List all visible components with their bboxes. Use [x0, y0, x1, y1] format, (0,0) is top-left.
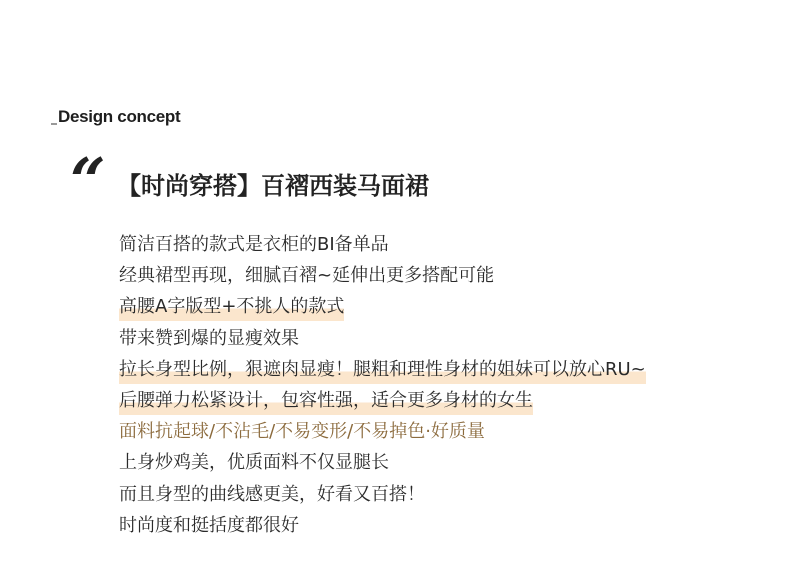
product-title: 【时尚穿搭】百褶西装马面裙 — [117, 172, 429, 200]
description-line-text: 拉长身型比例，狠遮肉显瘦！腿粗和理性身材的姐妹可以放心RU~ — [119, 354, 646, 385]
description-line — [119, 354, 646, 385]
description-line — [119, 229, 646, 260]
section-label — [51, 104, 180, 128]
description-line — [119, 385, 646, 416]
description-line — [119, 510, 646, 541]
description-line-text: 而且身型的曲线感更美，好看又百搭！ — [119, 483, 425, 505]
section-tick — [51, 123, 57, 125]
description-line-text: 时尚度和挺括度都很好 — [119, 514, 299, 536]
section-label-text: Design concept — [58, 107, 181, 126]
description-lines — [119, 229, 646, 541]
description-line-text: 面料抗起球/不沾毛/不易变形/不易掉色·好质量 — [119, 421, 485, 443]
description-line — [119, 323, 646, 354]
description-line-text: 上身炒鸡美，优质面料不仅显腿长 — [119, 452, 389, 474]
description-line-text: 带来赞到爆的显瘦效果 — [119, 327, 299, 349]
description-line-text: 简洁百搭的款式是衣柜的BI备单品 — [119, 234, 389, 255]
description-line — [119, 479, 646, 510]
quote-mark-icon: “ — [70, 144, 100, 217]
description-line — [119, 447, 646, 478]
description-line-text: 后腰弹力松紧设计，包容性强，适合更多身材的女生 — [119, 385, 533, 416]
description-line-text: 经典裙型再现，细腻百褶~延伸出更多搭配可能 — [119, 265, 495, 287]
description-line — [119, 260, 646, 291]
description-line — [119, 291, 646, 322]
description-line-text: 高腰A字版型+不挑人的款式 — [119, 291, 344, 322]
description-line — [119, 416, 646, 447]
